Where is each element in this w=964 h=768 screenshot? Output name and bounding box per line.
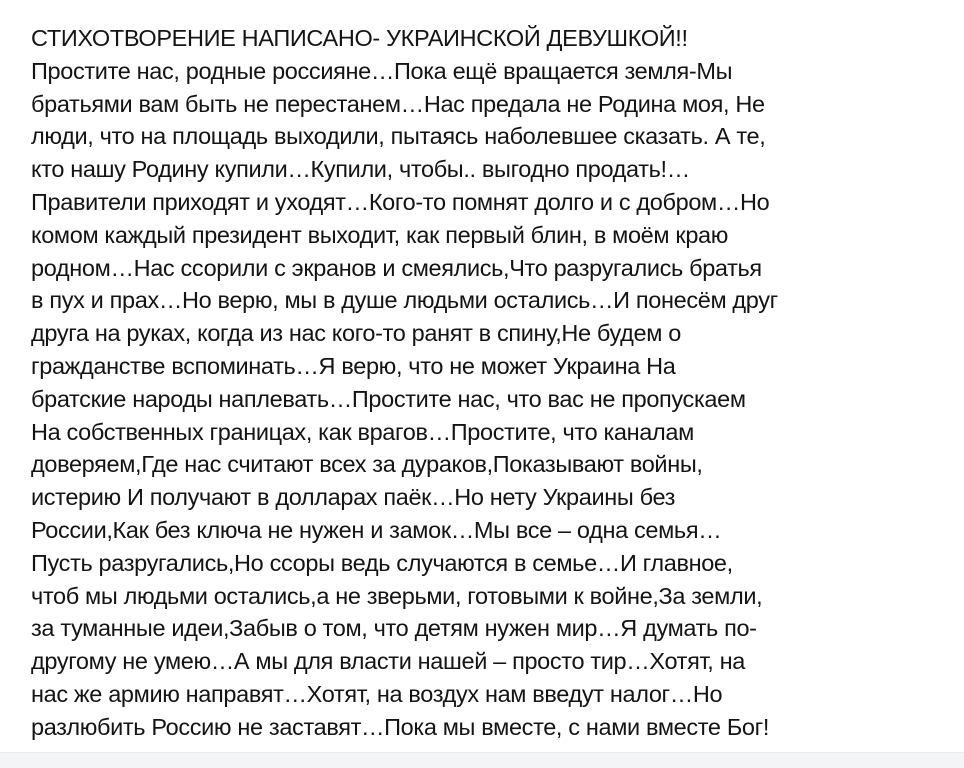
poem-line: истерию И получают в долларах паёк…Но нету Украины без <box>31 484 676 511</box>
poem-line: родном…Нас ссорили с экранов и смеялись,Что разругались братья <box>31 254 762 281</box>
poem-line: комом каждый президент выходит, как первый блин, в моём краю <box>31 221 729 248</box>
poem-line: чтоб мы людьми остались,а не зверьми, готовыми к войне,За земли, <box>31 582 763 609</box>
poem-line: доверяем,Где нас считают всех за дураков,Показывают войны, <box>31 451 703 478</box>
poem-line: другому не умею…А мы для власти нашей – просто тир…Хотят, на <box>31 648 745 675</box>
poem-line: разлюбить Россию не заставят…Пока мы вместе, с нами вместе Бог! <box>31 713 770 740</box>
poem-line: На собственных границах, как врагов…Простите, что каналам <box>31 418 694 445</box>
poem-line: Простите нас, родные россияне…Пока ещё вращается земля-Мы <box>31 57 733 84</box>
poem-line: Правители приходят и уходят…Кого-то помнят долго и с добром…Но <box>31 188 770 215</box>
poem-line: гражданстве вспоминать…Я верю, что не может Украина На <box>31 352 676 379</box>
poem-line: за туманные идеи,Забыв о том, что детям нужен мир…Я думать по- <box>31 615 757 642</box>
poem-line: в пух и прах…Но верю, мы в душе людьми остались…И понесём друг <box>31 287 778 314</box>
poem-line: люди, что на площадь выходили, пытаясь наболевшее сказать. А те, <box>31 123 766 150</box>
poem-line: нас же армию направят…Хотят, на воздух нам введут налог…Но <box>31 680 723 707</box>
poem-line: братские народы наплевать…Простите нас, что вас не пропускаем <box>31 385 746 412</box>
poem-line: друга на руках, когда из нас кого-то ранят в спину,Не будем о <box>31 320 681 347</box>
footer-divider-strip <box>0 752 964 768</box>
poem-line: братьями вам быть не перестанем…Нас предала не Родина моя, Не <box>31 90 765 117</box>
poem-line: кто нашу Родину купили…Купили, чтобы.. выгодно продать!… <box>31 156 690 183</box>
poem-text <box>31 22 951 744</box>
poem-line: России,Как без ключа не нужен и замок…Мы все – одна семья… <box>31 516 722 543</box>
poem-title-line: СТИХОТВОРЕНИЕ НАПИСАНО- УКРАИНСКОЙ ДЕВУШКОЙ!! <box>31 25 688 51</box>
poem-line: Пусть разругались,Но ссоры ведь случаются в семье…И главное, <box>31 549 733 576</box>
